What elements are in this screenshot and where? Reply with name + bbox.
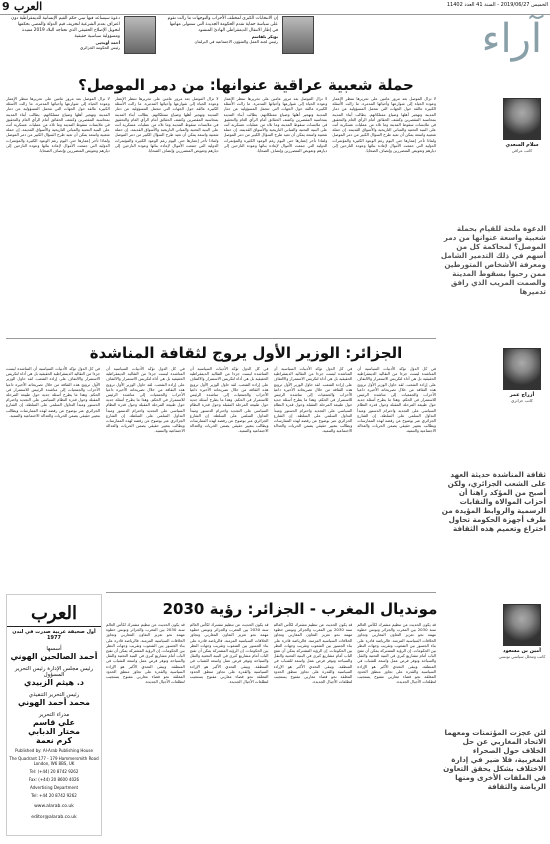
divider <box>106 592 436 593</box>
author-role: كاتب عراقي <box>511 148 533 153</box>
author-name: أزراج عمر <box>509 392 535 398</box>
article-1-callout: الدعوة ملحة للقيام بحملة شعبية واسعة عنوانها من دمر الموصل؟ لمحاكمة كل من أسهم في ذلك التدمير الشامل ومعرفة الأشخاص المتورطين ممن رحبوا بسقوط المدينة والصمت المريب الذي رافق تدميرها <box>440 224 546 296</box>
founder-name: أحمد الصالحين الهوني <box>10 652 98 661</box>
mini-quote-author: بوبكر بلقاسم <box>251 34 278 39</box>
body-column: في كل الدول تؤكد الأدبيات السياسية أن المناشدة ليست جزءا من التقاليد الديمقراطية الحقيقية بل هي أداة لتكريس الاستمرار والالتفاف على إرادة الشعب. لقد حاول الوزير الأول ترويج هذه الثقافة من خلال تصريحاته الأخيرة داعيا الأحزاب والجمعيات إلى مناشدة الرئيس للاستمرار في الحكم. وهذا ما يطرح أسئلة جدية حول طبيعة المرحلة المقبلة وحول قدرة النظام السياسي على التجديد واحترام الدستور ومبدأ التداول السلمي على السلطة. إن الشارع الجزائري عبر بوضوح عن رفضه لهذه الممارسات ويطالب بتغيير حقيقي يضمن الحريات والعدالة الاجتماعية والتنمية. <box>357 366 436 434</box>
body-column: قد يكون الحديث عن تنظيم مشترك لكأس العالم سنة 2030 بين المغرب والجزائر وتونس خطوة مهمة نحو تعزيز التعاون المغاربي وتجاوز الخلافات السياسية المزمنة. فالرياضة قادرة على بناء الجسور بين الشعوب وتقريب وجهات النظر بين الحكومات. إن الرؤية المشتركة يمكن أن تفتح الباب أمام مشاريع كبرى في البنية التحتية والنقل والسياحة وتوفر فرص عمل واسعة للشباب في المنطقة. ويبقى التحدي الأكبر هو الإرادة السياسية والقدرة على تجاوز منطق الحدود المغلقة نحو فضاء مغاربي مفتوح يستجيب لتطلعات الأجيال الجديدة. <box>106 622 185 685</box>
body-column: لا تزال الموصل بعد مرور عامين على تحريرها تنتظر الإعمار وعودة الحياة إلى شوارعها وأحيائها المدمرة. ما زالت الأسئلة الكبيرة عالقة حول الجهات التي تتحمل المسؤولية عن دمار المدينة وتهجير أهلها وضياع ممتلكاتهم. يطالب أبناء المدينة بمحاسبة المقصرين وكشف الحقائق أمام الرأي العام والتحقيق في ملابسات سقوط المدينة وما تلاه من عمليات عسكرية أتت على البنية التحتية والمباني التاريخية والأسواق القديمة. إن حملة شعبية واسعة يمكن أن تعيد طرح السؤال الكبير من دمر الموصل ولماذا تأخر إعمارها حتى اليوم رغم الوعود الكثيرة والمؤتمرات الدولية التي جمعت الأموال لإعادة بنائها وعودة النازحين إلى ديارهم وتعويض المتضررين وإنصاف الضحايا. <box>223 96 328 154</box>
editor-name: د. هيثم الزبيدي <box>23 678 84 687</box>
website[interactable]: www.alarab.co.uk <box>34 804 74 809</box>
page-number: 9 <box>2 0 10 13</box>
article-2-callout: ثقافة المناشدة حديثة العهد على الشعب الجزائري، ولكن أصبح من المؤكد راهنا أن أحزاب الموالاة والنقابات الرسمية والروابط المؤيدة من طرف أجهزة الحكومة تحاول اختراع وتعميم هذه الثقافة <box>441 470 546 533</box>
adv-tel: Tel: +44 20 8742 9262 <box>31 793 77 798</box>
mini-quote-role: رئيس الحكومة الجزائري <box>79 45 120 50</box>
body-column: في كل الدول تؤكد الأدبيات السياسية أن المناشدة ليست جزءا من التقاليد الديمقراطية الحقيقية بل هي أداة لتكريس الاستمرار والالتفاف على إرادة الشعب. لقد حاول الوزير الأول ترويج هذه الثقافة من خلال تصريحاته الأخيرة داعيا الأحزاب والجمعيات إلى مناشدة الرئيس للاستمرار في الحكم. وهذا ما يطرح أسئلة جدية حول طبيعة المرحلة المقبلة وحول قدرة النظام السياسي على التجديد واحترام الدستور ومبدأ التداول السلمي على السلطة. إن الشارع الجزائري عبر بوضوح عن رفضه لهذه الممارسات ويطالب بتغيير حقيقي يضمن الحريات والعدالة الاجتماعية والتنمية. <box>6 366 100 418</box>
body-column: لا تزال الموصل بعد مرور عامين على تحريرها تنتظر الإعمار وعودة الحياة إلى شوارعها وأحيائها المدمرة. ما زالت الأسئلة الكبيرة عالقة حول الجهات التي تتحمل المسؤولية عن دمار المدينة وتهجير أهلها وضياع ممتلكاتهم. يطالب أبناء المدينة بمحاسبة المقصرين وكشف الحقائق أمام الرأي العام والتحقيق في ملابسات سقوط المدينة وما تلاه من عمليات عسكرية أتت على البنية التحتية والمباني التاريخية والأسواق القديمة. إن حملة شعبية واسعة يمكن أن تعيد طرح السؤال الكبير من دمر الموصل ولماذا تأخر إعمارها حتى اليوم رغم الوعود الكثيرة والمؤتمرات الدولية التي جمعت الأموال لإعادة بنائها وعودة النازحين إلى ديارهم وتعويض المتضررين وإنصاف الضحايا. <box>6 96 110 154</box>
body-column: لا تزال الموصل بعد مرور عامين على تحريرها تنتظر الإعمار وعودة الحياة إلى شوارعها وأحيائها المدمرة. ما زالت الأسئلة الكبيرة عالقة حول الجهات التي تتحمل المسؤولية عن دمار المدينة وتهجير أهلها وضياع ممتلكاتهم. يطالب أبناء المدينة بمحاسبة المقصرين وكشف الحقائق أمام الرأي العام والتحقيق في ملابسات سقوط المدينة وما تلاه من عمليات عسكرية أتت على البنية التحتية والمباني التاريخية والأسواق القديمة. إن حملة شعبية واسعة يمكن أن تعيد طرح السؤال الكبير من دمر الموصل ولماذا تأخر إعمارها حتى اليوم رغم الوعود الكثيرة والمؤتمرات الدولية التي جمعت الأموال لإعادة بنائها وعودة النازحين إلى ديارهم وتعويض المتضررين وإنصاف الضحايا. <box>332 96 436 154</box>
masthead-slogan: أول صحيفة عربية صدرت في لندن 1977 <box>12 629 96 641</box>
author-photo <box>503 98 541 140</box>
mini-quote-role: رئيس لجنة العمل والشؤون الاجتماعية في البرلمان <box>194 39 278 44</box>
author-photo <box>282 16 314 54</box>
author-photo <box>503 348 541 390</box>
article-1-body <box>6 96 436 334</box>
article-2-title: الجزائر: الوزير الأول يروج لثقافة المناشدة <box>89 344 403 362</box>
address: The Quadrant 177 - 179 Hammersmith Road London, W6 8BS, UK <box>9 756 99 766</box>
body-column: لا تزال الموصل بعد مرور عامين على تحريرها تنتظر الإعمار وعودة الحياة إلى شوارعها وأحيائها المدمرة. ما زالت الأسئلة الكبيرة عالقة حول الجهات التي تتحمل المسؤولية عن دمار المدينة وتهجير أهلها وضياع ممتلكاتهم. يطالب أبناء المدينة بمحاسبة المقصرين وكشف الحقائق أمام الرأي العام والتحقيق في ملابسات سقوط المدينة وما تلاه من عمليات عسكرية أتت على البنية التحتية والمباني التاريخية والأسواق القديمة. إن حملة شعبية واسعة يمكن أن تعيد طرح السؤال الكبير من دمر الموصل ولماذا تأخر إعمارها حتى اليوم رغم الوعود الكثيرة والمؤتمرات الدولية التي جمعت الأموال لإعادة بنائها وعودة النازحين إلى ديارهم وتعويض المتضررين وإنصاف الضحايا. <box>114 96 219 154</box>
fax: Fax: (+44) 20 8600 4026 <box>28 777 80 782</box>
board-name: محمد أحمد الهوني <box>18 698 90 707</box>
managing-name: كرم نعمة <box>35 736 72 745</box>
section-title: آراء <box>481 16 542 62</box>
article-3-author <box>498 604 546 659</box>
issue-line: الخميس 2019/06/27 - السنة 41 العدد 11402 <box>446 2 548 8</box>
article-2-body-left <box>6 366 100 588</box>
header-logo: العرب <box>14 0 43 13</box>
masthead <box>6 594 102 836</box>
mini-quote-1 <box>6 16 156 70</box>
body-column: في كل الدول تؤكد الأدبيات السياسية أن المناشدة ليست جزءا من التقاليد الديمقراطية الحقيقية بل هي أداة لتكريس الاستمرار والالتفاف على إرادة الشعب. لقد حاول الوزير الأول ترويج هذه الثقافة من خلال تصريحاته الأخيرة داعيا الأحزاب والجمعيات إلى مناشدة الرئيس للاستمرار في الحكم. وهذا ما يطرح أسئلة جدية حول طبيعة المرحلة المقبلة وحول قدرة النظام السياسي على التجديد واحترام الدستور ومبدأ التداول السلمي على السلطة. إن الشارع الجزائري عبر بوضوح عن رفضه لهذه الممارسات ويطالب بتغيير حقيقي يضمن الحريات والعدالة الاجتماعية والتنمية. <box>273 366 353 434</box>
publisher: Published by: Al-Arab Publishing House <box>15 748 93 753</box>
author-photo <box>124 16 156 54</box>
advertising: Advertising Department <box>29 785 79 790</box>
author-photo <box>503 604 541 646</box>
body-column: قد يكون الحديث عن تنظيم مشترك لكأس العالم سنة 2030 بين المغرب والجزائر وتونس خطوة مهمة نحو تعزيز التعاون المغاربي وتجاوز الخلافات السياسية المزمنة. فالرياضة قادرة على بناء الجسور بين الشعوب وتقريب وجهات النظر بين الحكومات. إن الرؤية المشتركة يمكن أن تفتح الباب أمام مشاريع كبرى في البنية التحتية والنقل والسياحة وتوفر فرص عمل واسعة للشباب في المنطقة. ويبقى التحدي الأكبر هو الإرادة السياسية والقدرة على تجاوز منطق الحدود المغلقة نحو فضاء مغاربي مفتوح يستجيب لتطلعات الأجيال الجديدة. <box>273 622 353 685</box>
divider <box>6 338 436 339</box>
body-column: قد يكون الحديث عن تنظيم مشترك لكأس العالم سنة 2030 بين المغرب والجزائر وتونس خطوة مهمة نحو تعزيز التعاون المغاربي وتجاوز الخلافات السياسية المزمنة. فالرياضة قادرة على بناء الجسور بين الشعوب وتقريب وجهات النظر بين الحكومات. إن الرؤية المشتركة يمكن أن تفتح الباب أمام مشاريع كبرى في البنية التحتية والنقل والسياحة وتوفر فرص عمل واسعة للشباب في المنطقة. ويبقى التحدي الأكبر هو الإرادة السياسية والقدرة على تجاوز منطق الحدود المغلقة نحو فضاء مغاربي مفتوح يستجيب لتطلعات الأجيال الجديدة. <box>189 622 269 685</box>
author-role: كاتب ومحلل سياسي تونسي <box>498 654 546 659</box>
managing-label: مدراء التحرير <box>38 712 70 718</box>
email[interactable]: editor@alarab.co.uk <box>31 815 77 820</box>
author-role: كاتب جزائري <box>511 398 533 403</box>
article-2-body <box>106 366 436 588</box>
author-name: أمين بن مسعود <box>503 648 541 654</box>
article-2-author <box>498 348 546 403</box>
tel: Tel: (+44) 20 8742 9262 <box>29 769 79 774</box>
masthead-logo: العرب <box>7 603 101 627</box>
article-1-author <box>498 98 546 153</box>
body-column: في كل الدول تؤكد الأدبيات السياسية أن المناشدة ليست جزءا من التقاليد الديمقراطية الحقيقية بل هي أداة لتكريس الاستمرار والالتفاف على إرادة الشعب. لقد حاول الوزير الأول ترويج هذه الثقافة من خلال تصريحاته الأخيرة داعيا الأحزاب والجمعيات إلى مناشدة الرئيس للاستمرار في الحكم. وهذا ما يطرح أسئلة جدية حول طبيعة المرحلة المقبلة وحول قدرة النظام السياسي على التجديد واحترام الدستور ومبدأ التداول السلمي على السلطة. إن الشارع الجزائري عبر بوضوح عن رفضه لهذه الممارسات ويطالب بتغيير حقيقي يضمن الحريات والعدالة الاجتماعية والتنمية. <box>106 366 185 434</box>
mini-quote-text: دعوة سيساعد فيها تبني حكم القيم الإنسانية للديمقراطية دون اعتراف بعدم الشرعية لتحريف قيم الدولة والمضي بحكمها لتحويل الإصلاح الحقيقي الذي تحتاجه البلاد 2019 مفيدة ومسؤولية سياسية حقيقية <box>11 16 120 39</box>
managing-name: مختار الدبابي <box>28 727 80 736</box>
body-column: في كل الدول تؤكد الأدبيات السياسية أن المناشدة ليست جزءا من التقاليد الديمقراطية الحقيقية بل هي أداة لتكريس الاستمرار والالتفاف على إرادة الشعب. لقد حاول الوزير الأول ترويج هذه الثقافة من خلال تصريحاته الأخيرة داعيا الأحزاب والجمعيات إلى مناشدة الرئيس للاستمرار في الحكم. وهذا ما يطرح أسئلة جدية حول طبيعة المرحلة المقبلة وحول قدرة النظام السياسي على التجديد واحترام الدستور ومبدأ التداول السلمي على السلطة. إن الشارع الجزائري عبر بوضوح عن رفضه لهذه الممارسات ويطالب بتغيير حقيقي يضمن الحريات والعدالة الاجتماعية والتنمية. <box>189 366 269 434</box>
board-label: رئيس التحرير التنفيذي <box>28 692 80 698</box>
body-column: قد يكون الحديث عن تنظيم مشترك لكأس العالم سنة 2030 بين المغرب والجزائر وتونس خطوة مهمة نحو تعزيز التعاون المغاربي وتجاوز الخلافات السياسية المزمنة. فالرياضة قادرة على بناء الجسور بين الشعوب وتقريب وجهات النظر بين الحكومات. إن الرؤية المشتركة يمكن أن تفتح الباب أمام مشاريع كبرى في البنية التحتية والنقل والسياحة وتوفر فرص عمل واسعة للشباب في المنطقة. ويبقى التحدي الأكبر هو الإرادة السياسية والقدرة على تجاوز منطق الحدود المغلقة نحو فضاء مغاربي مفتوح يستجيب لتطلعات الأجيال الجديدة. <box>357 622 436 685</box>
mini-quote-text: إن الانتخابات الكبرى لمختلف الأحزاب والتوجهات ما زالت تقوم على سياسة حماية تقدم الحكومة الجديدة التي ستتولى مهامها في إطار الانتقال الديمقراطي الهادئ المنشود <box>167 16 278 33</box>
article-1-title: حملة شعبية عراقية عنوانها: من دمر الموصل؟ <box>78 76 414 94</box>
mini-quote-author: أحمد أويحيى <box>95 40 120 45</box>
article-3-callout: لئن عجزت المؤتمنات ومعهما الاتحاد المغاربي عن حل الخلاف حول الصحراء المغربية، فلا ضير في إدارة الاختلاف بشكل يحقق التعاون في الملفات الأخرى ومنها الرياضة والثقافة <box>443 728 546 791</box>
managing-name: علي قاسم <box>33 718 75 727</box>
founder-label: أسسها <box>46 646 62 652</box>
article-3-body <box>106 622 436 836</box>
mini-quote-2 <box>164 16 314 70</box>
article-3-title: مونديال المغرب - الجزائر: رؤية 2030 <box>162 600 438 618</box>
editor-label: رئيس مجلس الإدارة رئيس التحرير المسؤول <box>14 666 94 678</box>
author-name: سلام السعدي <box>505 142 539 148</box>
